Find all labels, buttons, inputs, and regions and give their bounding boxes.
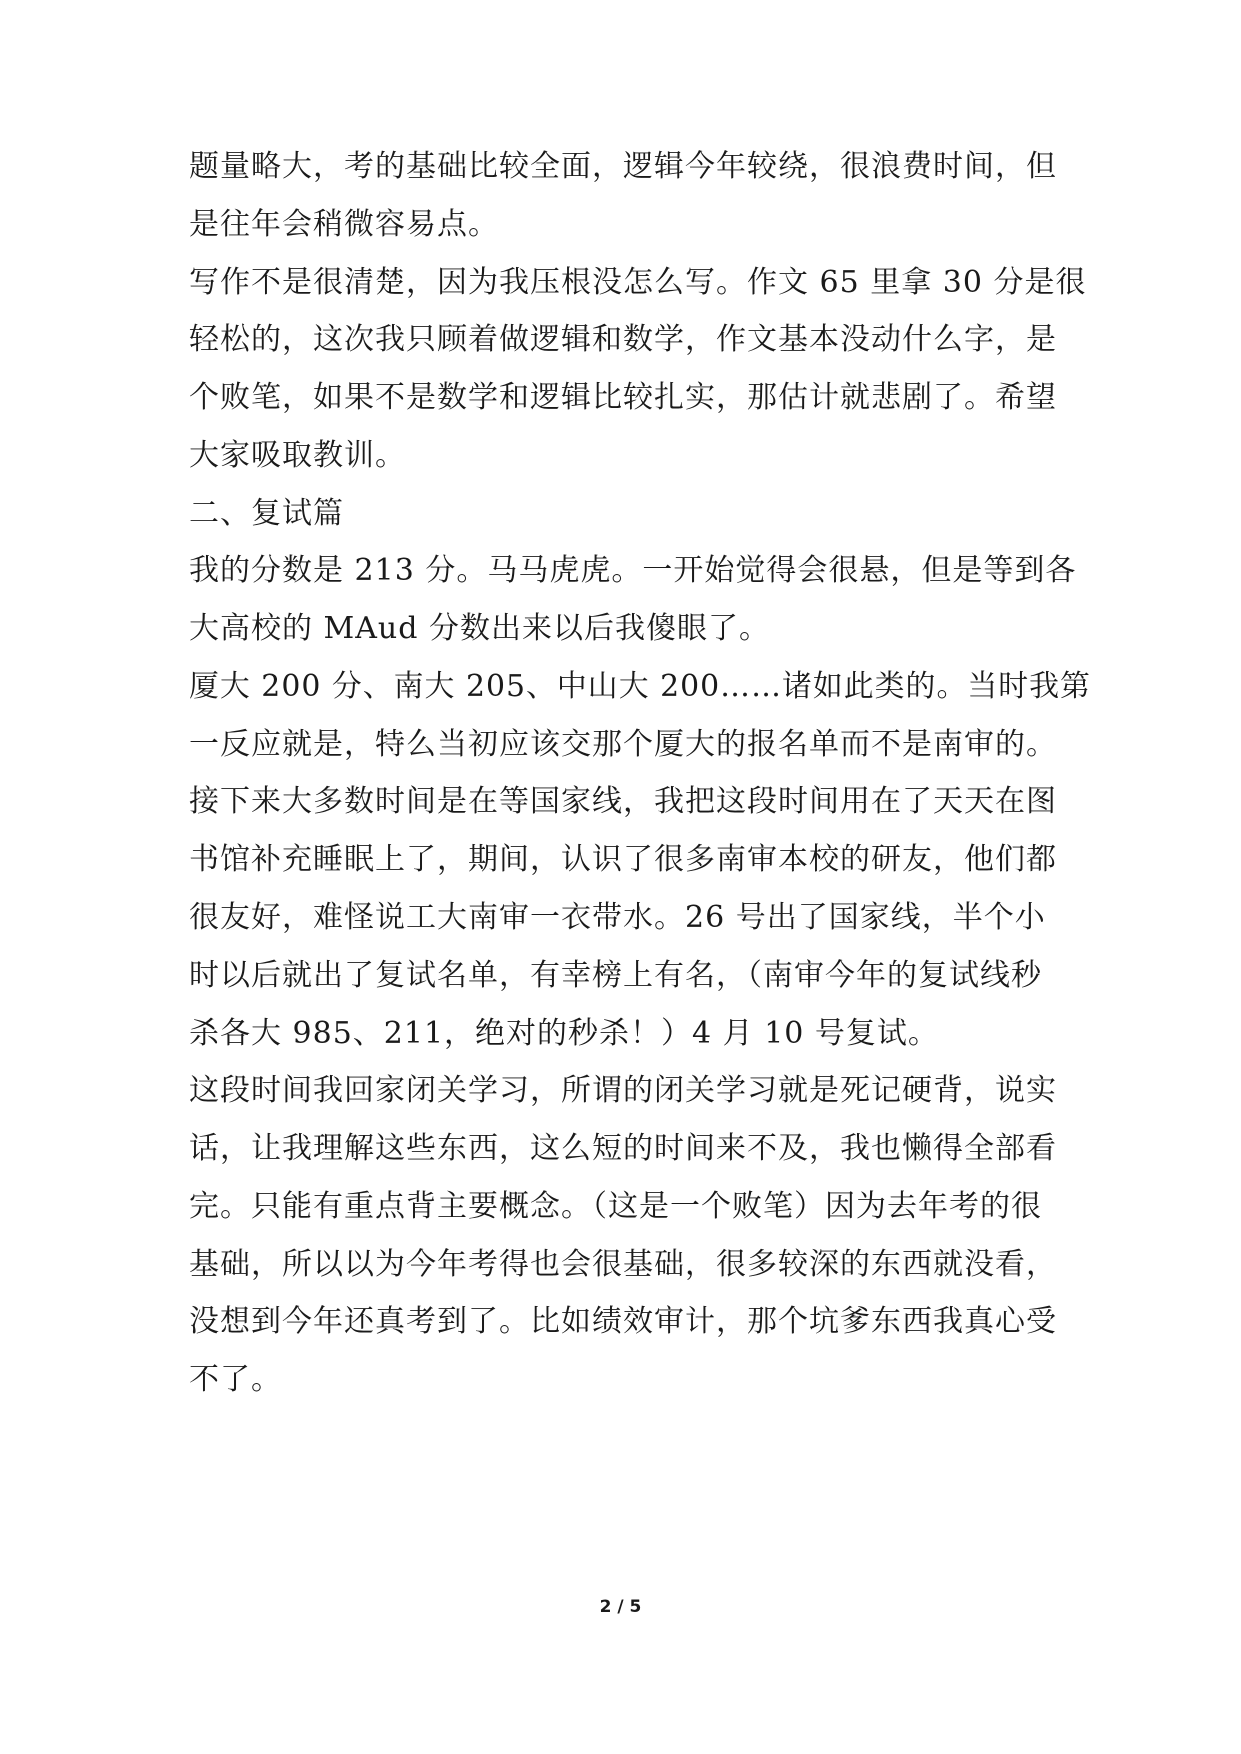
text-line: 时以后就出了复试名单，有幸榜上有名，（南审今年的复试线秒 xyxy=(189,958,1042,993)
text-line: 书馆补充睡眠上了，期间，认识了很多南审本校的研友，他们都 xyxy=(189,842,1057,877)
text-line: 没想到今年还真考到了。比如绩效审计，那个坑爹东西我真心受 xyxy=(189,1304,1057,1339)
text-line: 不了。 xyxy=(189,1362,282,1397)
text-line: 是往年会稍微容易点。 xyxy=(189,207,499,242)
text-line: 很友好，难怪说工大南审一衣带水。26 号出了国家线，半个小 xyxy=(189,900,1046,935)
text-line: 这段时间我回家闭关学习，所谓的闭关学习就是死记硬背，说实 xyxy=(189,1073,1057,1108)
text-line: 题量略大，考的基础比较全面，逻辑今年较绕，很浪费时间，但 xyxy=(189,149,1057,184)
text-line: 话，让我理解这些东西，这么短的时间来不及，我也懒得全部看 xyxy=(189,1131,1057,1166)
text-line: 一反应就是，特么当初应该交那个厦大的报名单而不是南审的。 xyxy=(189,727,1057,762)
text-line: 厦大 200 分、南大 205、中山大 200……诸如此类的。当时我第 xyxy=(189,669,1091,704)
text-line: 基础，所以以为今年考得也会很基础，很多较深的东西就没看， xyxy=(189,1247,1057,1282)
text-line: 大高校的 MAud 分数出来以后我傻眼了。 xyxy=(189,611,770,646)
text-line: 个败笔，如果不是数学和逻辑比较扎实，那估计就悲剧了。希望 xyxy=(189,380,1057,415)
text-line: 接下来大多数时间是在等国家线，我把这段时间用在了天天在图 xyxy=(189,784,1057,819)
text-line: 写作不是很清楚，因为我压根没怎么写。作文 65 里拿 30 分是很 xyxy=(189,265,1087,300)
text-line: 我的分数是 213 分。马马虎虎。一开始觉得会很悬，但是等到各 xyxy=(189,553,1077,588)
section-heading: 二、复试篇 xyxy=(189,496,344,531)
text-line: 完。只能有重点背主要概念。（这是一个败笔）因为去年考的很 xyxy=(189,1189,1042,1224)
text-line: 大家吸取教训。 xyxy=(189,438,406,473)
text-line: 轻松的，这次我只顾着做逻辑和数学，作文基本没动什么字，是 xyxy=(189,322,1057,357)
page-number: 2 / 5 xyxy=(599,1597,642,1617)
text-line: 杀各大 985、211，绝对的秒杀！）4 月 10 号复试。 xyxy=(189,1016,939,1051)
